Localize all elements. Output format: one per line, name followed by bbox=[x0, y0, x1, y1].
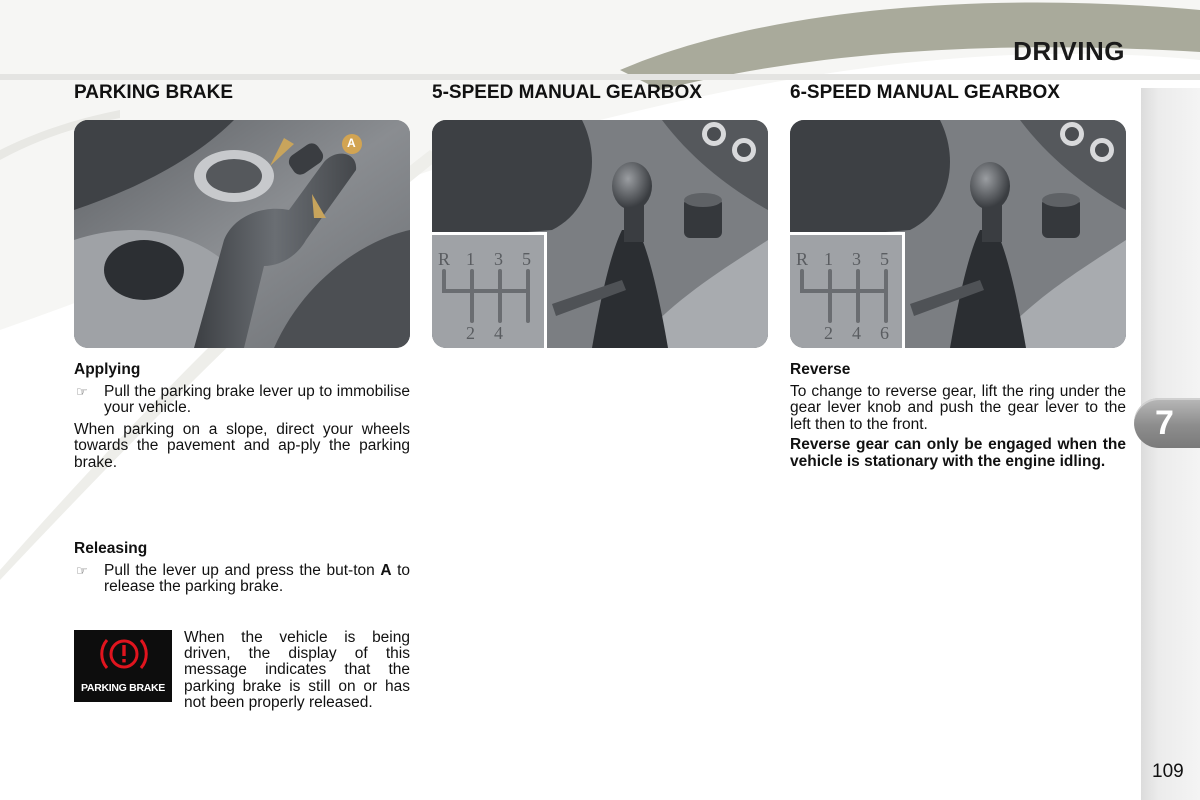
gear-label-4: 4 bbox=[852, 323, 861, 343]
gearbox-6-section bbox=[790, 82, 1126, 470]
gearbox-6-photo bbox=[790, 120, 1126, 348]
gear-label-r: R bbox=[796, 249, 809, 269]
gear-label-1: 1 bbox=[466, 249, 475, 269]
applying-heading: Applying bbox=[74, 361, 141, 378]
gear-label-3: 3 bbox=[494, 249, 503, 269]
gear-label-r: R bbox=[438, 249, 451, 269]
lamp-label: PARKING BRAKE bbox=[81, 682, 165, 694]
lever-button-label: A bbox=[347, 136, 356, 150]
reverse-heading: Reverse bbox=[790, 361, 851, 378]
gear-pattern-inset bbox=[790, 232, 905, 348]
applying-bullet bbox=[74, 384, 410, 417]
reverse-block bbox=[790, 362, 1126, 470]
gearbox-6-title: 6-SPEED MANUAL GEARBOX bbox=[790, 82, 1060, 103]
releasing-bullet bbox=[74, 563, 410, 596]
gear-label-1: 1 bbox=[824, 249, 833, 269]
applying-block bbox=[74, 362, 410, 471]
applying-paragraph: When parking on a slope, direct your wheels towards the pavement and ap-ply the parking brake. bbox=[74, 420, 410, 471]
gearbox-5-photo bbox=[432, 120, 768, 348]
parking-brake-title: PARKING BRAKE bbox=[74, 82, 234, 103]
releasing-heading: Releasing bbox=[74, 540, 148, 557]
gear-label-5: 5 bbox=[880, 249, 889, 269]
reverse-warning: Reverse gear can only be engaged when the vehicle is stationary with the engine idling. bbox=[790, 436, 1126, 470]
warning-text: When the vehicle is being driven, the display of this message indicates that the parking brake is still on or has not been properly released. bbox=[184, 629, 410, 711]
gear-label-3: 3 bbox=[852, 249, 861, 269]
gear-label-4: 4 bbox=[494, 323, 503, 343]
gear-label-2: 2 bbox=[824, 323, 833, 343]
releasing-bullet-text-1: Pull the lever up and press the but-ton bbox=[104, 561, 381, 579]
releasing-bullet-bold: A bbox=[380, 561, 392, 579]
gear-label-2: 2 bbox=[466, 323, 475, 343]
page-title: DRIVING bbox=[1013, 36, 1125, 66]
gear-label-5: 5 bbox=[522, 249, 531, 269]
gear-pattern-inset bbox=[432, 232, 547, 348]
chapter-tab[interactable] bbox=[1134, 398, 1200, 448]
gear-label-6: 6 bbox=[880, 323, 889, 343]
chapter-number: 7 bbox=[1155, 404, 1174, 442]
parking-brake-warning-lamp bbox=[74, 630, 172, 702]
releasing-bullet-text-2: to release the parking brake. bbox=[104, 561, 411, 595]
page-number: 109 bbox=[1152, 761, 1184, 782]
parking-brake-photo bbox=[74, 120, 410, 348]
reverse-paragraph: To change to reverse gear, lift the ring under the gear lever knob and push the gear lever to the left then to the front. bbox=[790, 382, 1126, 433]
applying-bullet-text: Pull the parking brake lever up to immobilise your vehicle. bbox=[104, 382, 410, 416]
gearbox-5-title: 5-SPEED MANUAL GEARBOX bbox=[432, 82, 702, 103]
pointing-hand-icon: ☞ bbox=[76, 383, 88, 399]
gearbox-5-section bbox=[432, 82, 768, 343]
parking-brake-section bbox=[74, 82, 411, 711]
brake-warning-icon bbox=[98, 634, 150, 674]
releasing-block bbox=[74, 541, 410, 596]
pointing-hand-icon: ☞ bbox=[76, 562, 88, 578]
